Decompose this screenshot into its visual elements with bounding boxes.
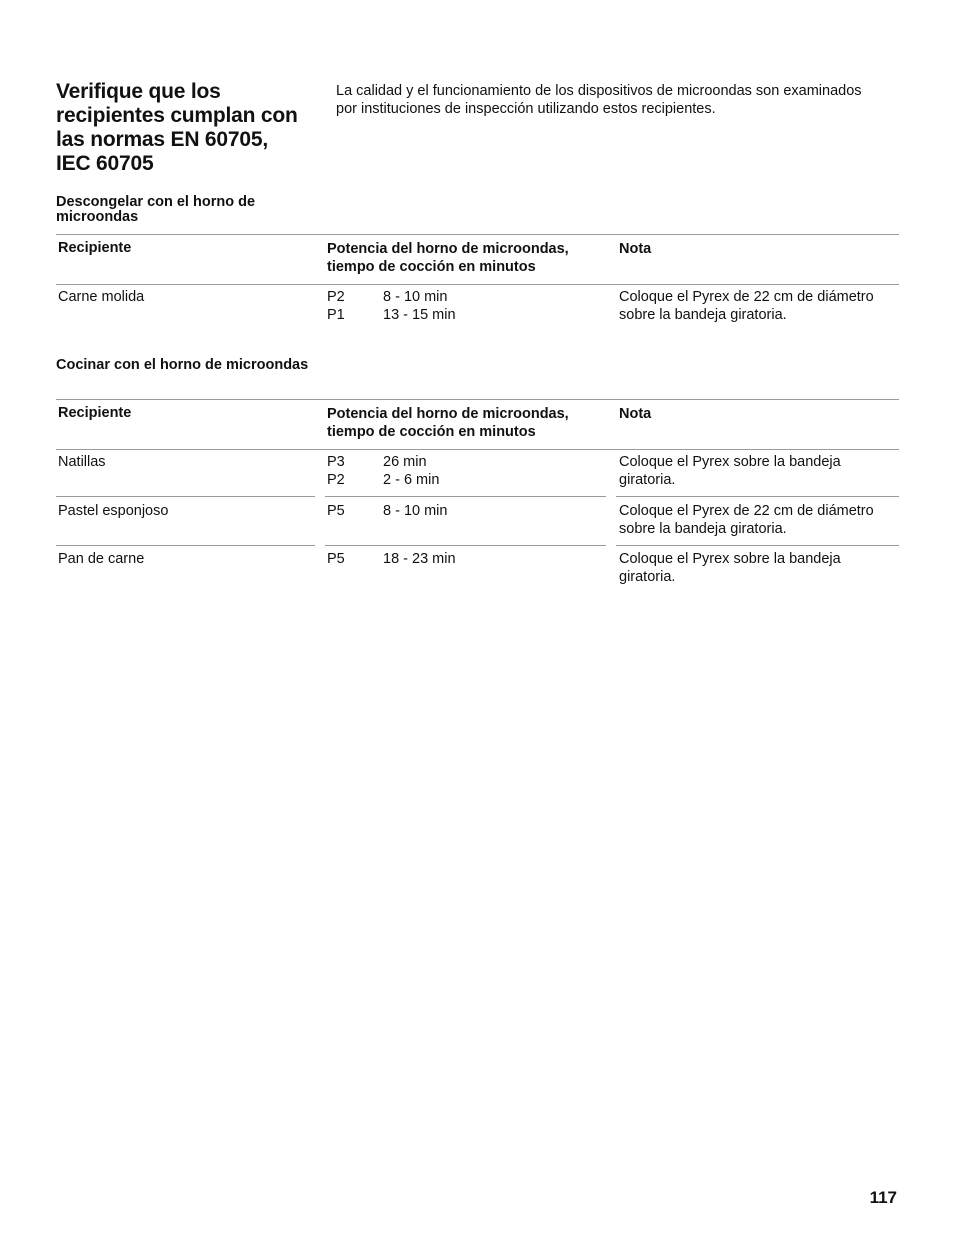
cell-nota (619, 550, 841, 586)
nota-line: sobre la bandeja giratoria. (619, 307, 787, 323)
cell-nota (619, 502, 874, 538)
intro-line: La calidad y el funcionamiento de los dispositivos de microondas son examinados (336, 83, 862, 99)
cell-power-level: P3 (327, 454, 345, 470)
cell-time: 26 min (383, 454, 427, 470)
cell-time: 8 - 10 min (383, 289, 448, 305)
nota-line: Coloque el Pyrex sobre la bandeja (619, 551, 841, 567)
cell-nota (619, 453, 841, 489)
cell-time: 13 - 15 min (383, 307, 456, 323)
cell-recipiente: Pan de carne (58, 551, 145, 567)
defrost-section-title (56, 195, 316, 225)
cell-power-level: P1 (327, 307, 345, 323)
cell-time: 18 - 23 min (383, 551, 456, 567)
nota-line: Coloque el Pyrex sobre la bandeja (619, 454, 841, 470)
heading-line: las normas EN 60705, (56, 128, 268, 151)
table-header (56, 234, 899, 285)
row-divider (616, 496, 899, 497)
header-recipiente: Recipiente (58, 240, 132, 256)
row-divider (56, 545, 315, 546)
header-recipiente: Recipiente (58, 405, 132, 421)
cell-time: 2 - 6 min (383, 472, 440, 488)
nota-line: giratoria. (619, 472, 676, 488)
defrost-table (56, 234, 899, 334)
cell-power-level: P5 (327, 503, 345, 519)
intro-paragraph (336, 82, 906, 118)
header-potencia-line: Potencia del horno de microondas, (327, 406, 569, 422)
heading-line: recipientes cumplan con (56, 104, 298, 127)
cell-recipiente: Pastel esponjoso (58, 503, 169, 519)
cell-nota (619, 288, 874, 324)
header-potencia-line: tiempo de cocción en minutos (327, 259, 536, 275)
nota-line: sobre la bandeja giratoria. (619, 521, 787, 537)
header-potencia-line: Potencia del horno de microondas, (327, 241, 569, 257)
header-nota: Nota (619, 406, 652, 422)
nota-line: giratoria. (619, 569, 676, 585)
page-number: 117 (869, 1188, 897, 1207)
header-potencia (327, 240, 569, 276)
nota-line: Coloque el Pyrex de 22 cm de diámetro (619, 503, 874, 519)
nota-line: Coloque el Pyrex de 22 cm de diámetro (619, 289, 874, 305)
cook-table (56, 399, 899, 599)
row-divider (56, 496, 315, 497)
intro-line: por instituciones de inspección utilizando estos recipientes. (336, 101, 716, 117)
cell-power-level: P2 (327, 472, 345, 488)
header-potencia-line: tiempo de cocción en minutos (327, 424, 536, 440)
cell-time: 8 - 10 min (383, 503, 448, 519)
table-header (56, 399, 899, 450)
heading-line: IEC 60705 (56, 152, 154, 175)
cell-recipiente: Natillas (58, 454, 106, 470)
row-divider (325, 545, 606, 546)
row-divider (325, 496, 606, 497)
heading-line: Verifique que los (56, 80, 221, 103)
header-nota: Nota (619, 241, 652, 257)
defrost-title-line: Descongelar con el horno de (56, 194, 256, 210)
defrost-title-line: microondas (56, 209, 139, 225)
page-heading (56, 80, 326, 176)
header-potencia (327, 405, 569, 441)
cell-power-level: P5 (327, 551, 345, 567)
cook-section-title: Cocinar con el horno de microondas (56, 357, 309, 373)
cell-power-level: P2 (327, 289, 345, 305)
cell-recipiente: Carne molida (58, 289, 145, 305)
row-divider (616, 545, 899, 546)
